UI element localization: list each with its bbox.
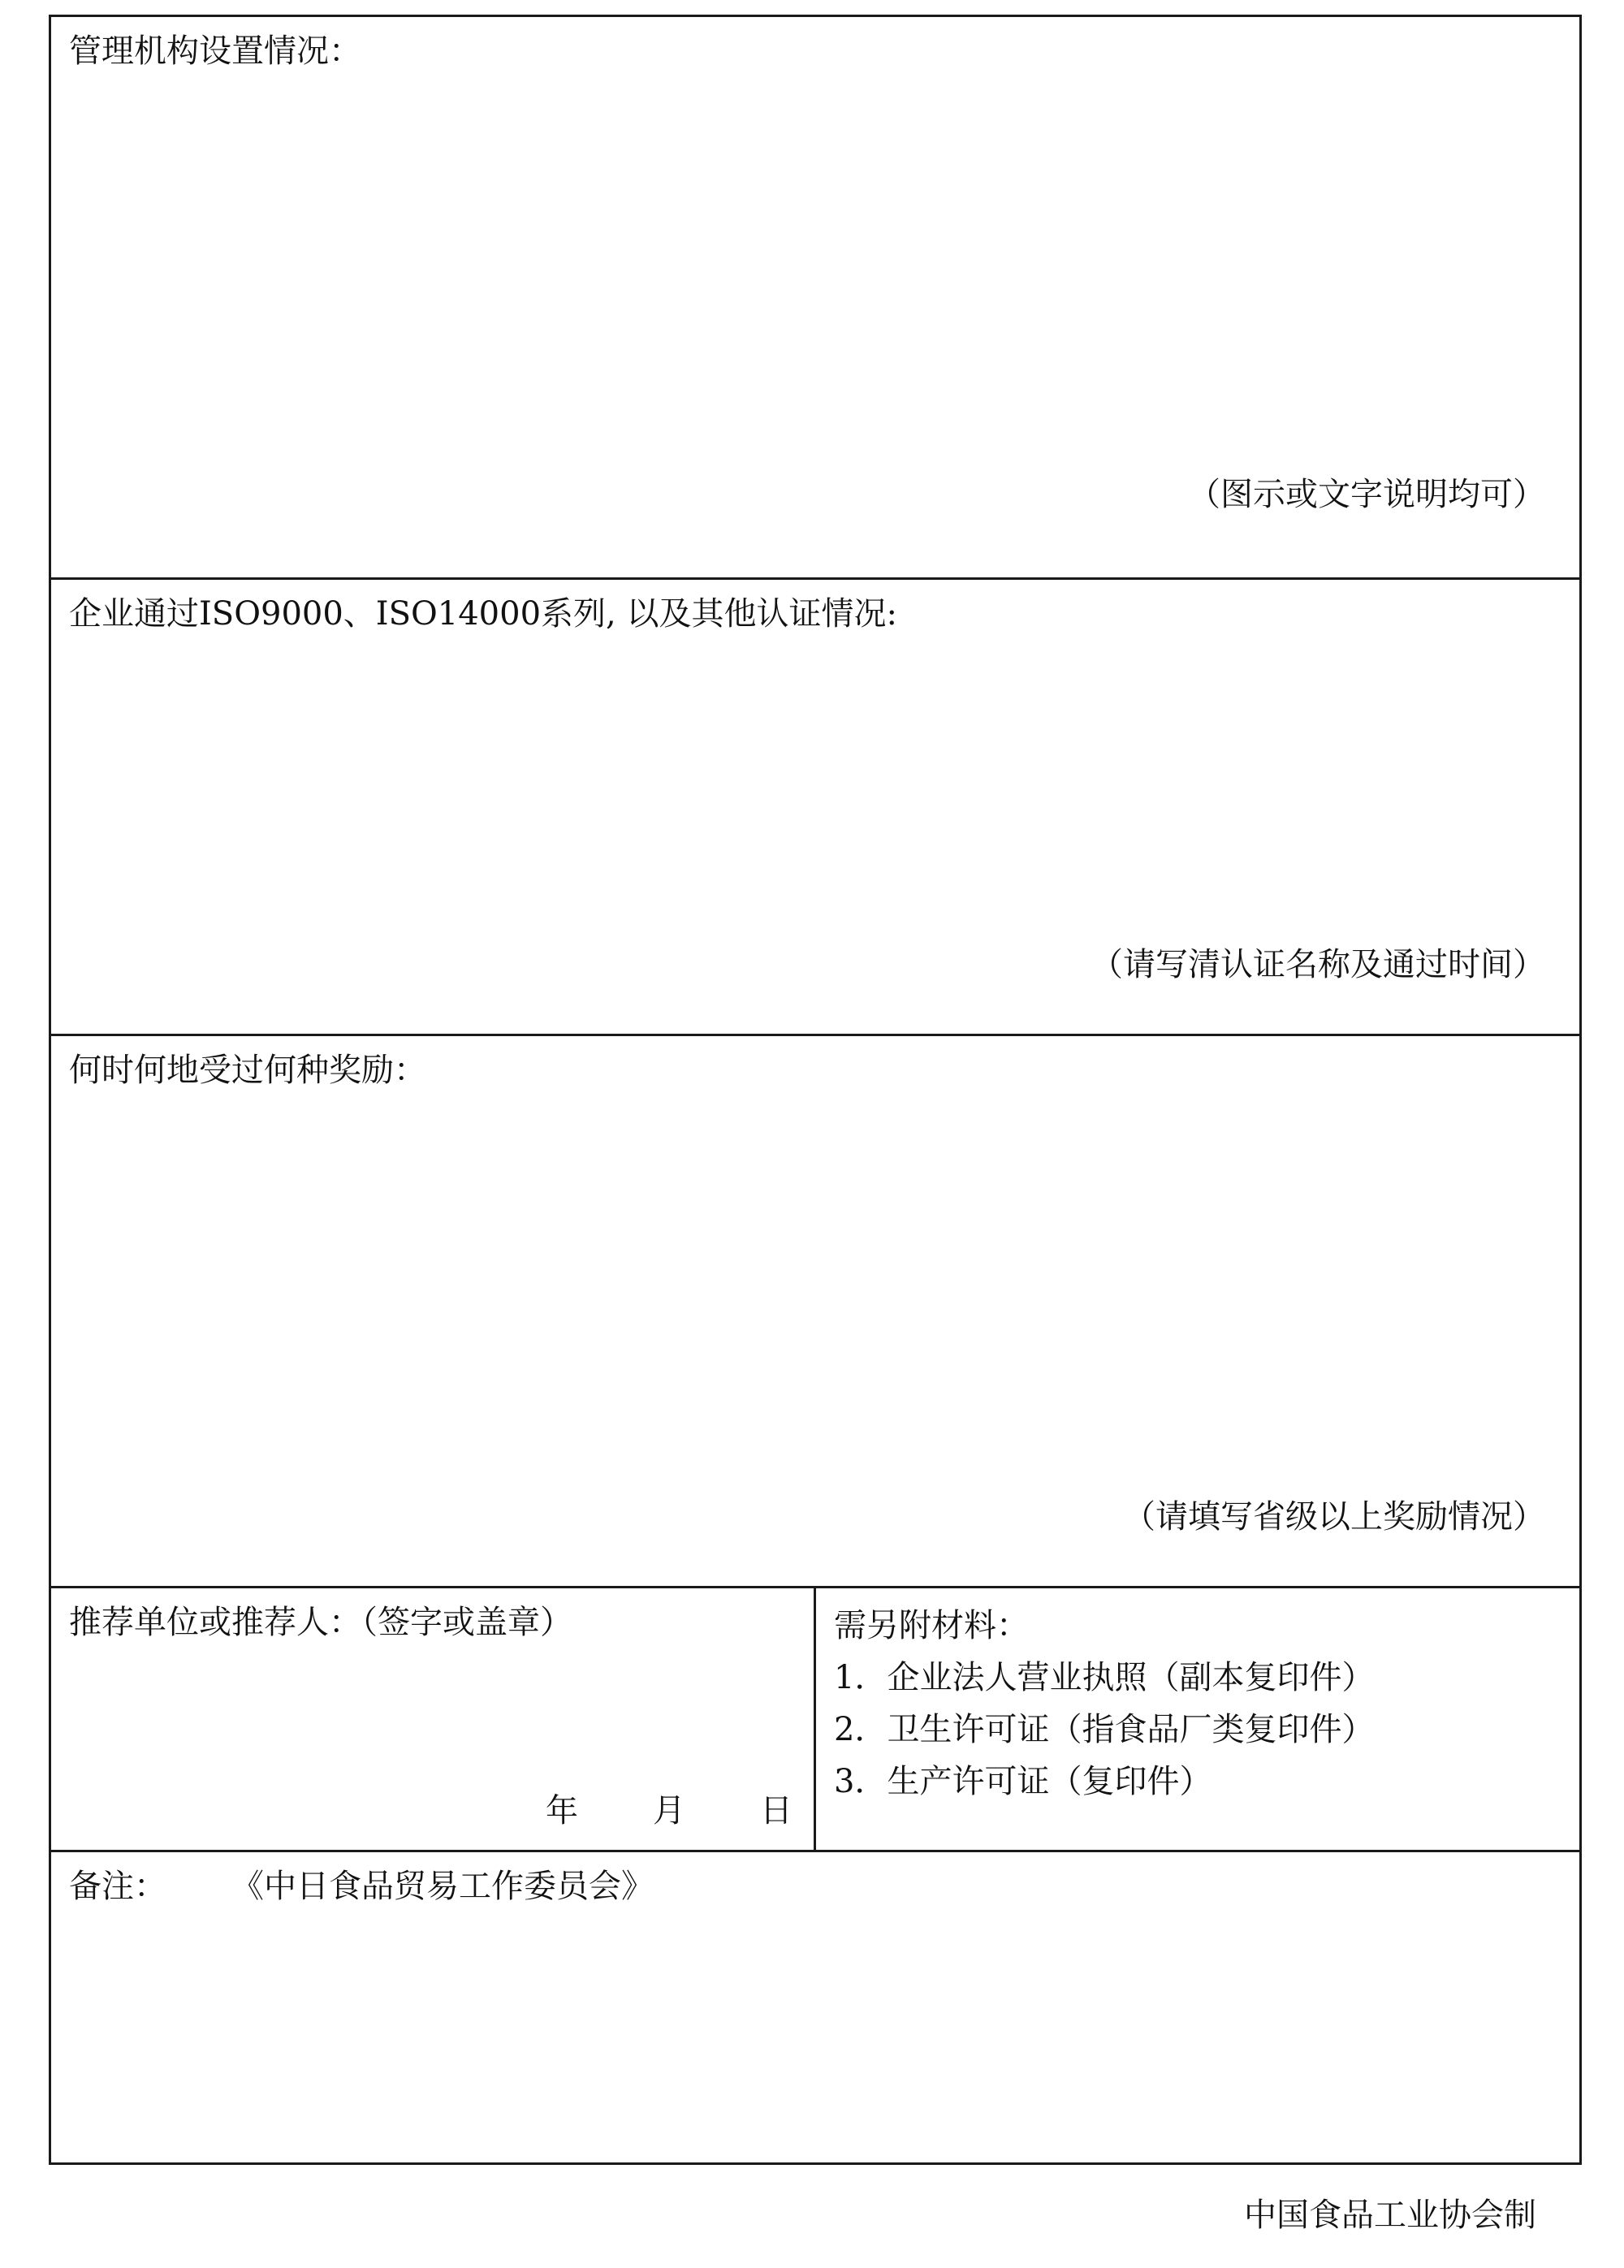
awards-note: （请填写省级以上奖励情况）: [1123, 1498, 1545, 1536]
recommender-label: 推荐单位或推荐人：（签字或盖章）: [69, 1604, 572, 1641]
management-note: （图示或文字说明均可）: [1188, 476, 1545, 513]
materials-list: [834, 1600, 1374, 1808]
awards-label: 何时何地受过何种奖励：: [69, 1052, 426, 1089]
remarks-organization: 《中日食品贸易工作委员会》: [231, 1868, 654, 1905]
materials-cell: [816, 1588, 1579, 1850]
materials-label: 需另附材料：: [834, 1607, 1029, 1644]
day-label: 日: [760, 1792, 793, 1830]
remarks-row: [69, 1864, 654, 1909]
materials-item: 3．生产许可证（复印件）: [834, 1763, 1212, 1800]
management-label: 管理机构设置情况：: [69, 32, 361, 70]
management-section: [51, 17, 1579, 580]
recommender-materials-section: [51, 1588, 1579, 1852]
certification-label: 企业通过ISO9000、ISO14000系列, 以及其他认证情况:: [69, 595, 897, 633]
recommender-cell: [51, 1588, 816, 1850]
materials-item: 2．卫生许可证（指食品厂类复印件）: [834, 1711, 1375, 1748]
awards-section: [51, 1036, 1579, 1588]
materials-item: 1．企业法人营业执照（副本复印件）: [834, 1659, 1375, 1696]
footer-issuer: 中国食品工业协会制: [1244, 2197, 1536, 2234]
certification-section: [51, 580, 1579, 1036]
certification-note: （请写清认证名称及通过时间）: [1091, 946, 1545, 983]
remarks-label: 备注：: [69, 1868, 166, 1905]
remarks-section: [51, 1852, 1579, 2162]
signature-date: [546, 1788, 793, 1834]
application-form-table: [49, 15, 1582, 2165]
month-label: 月: [653, 1792, 685, 1830]
year-label: 年: [546, 1792, 578, 1830]
